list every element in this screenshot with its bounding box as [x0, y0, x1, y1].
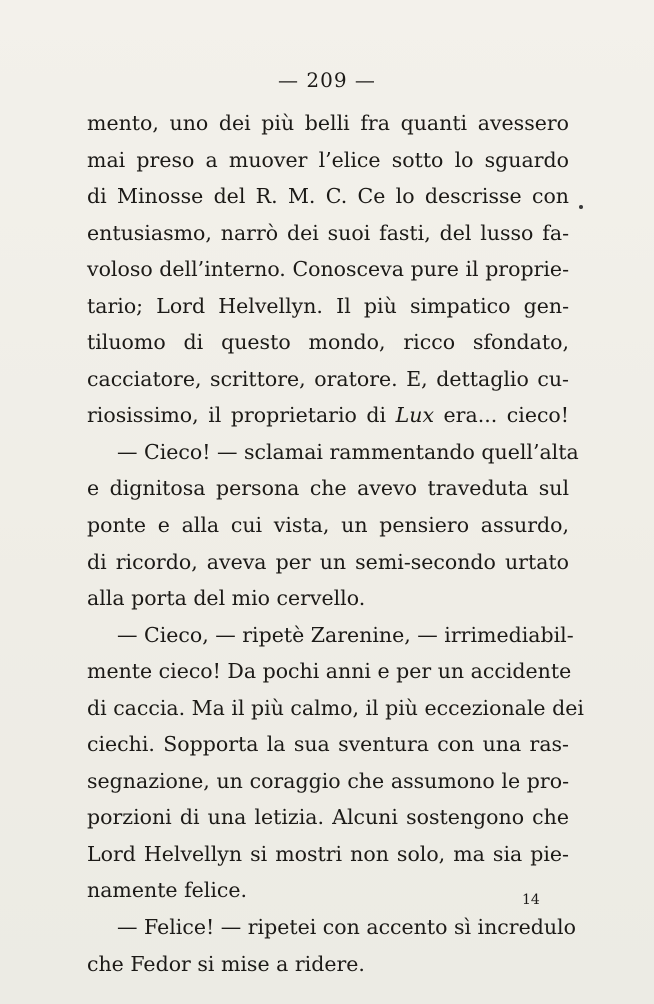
text-line: alla porta del mio cervello. — [87, 586, 366, 611]
text-line: — Cieco, — ripetè Zarenine, — irrimediabil- — [117, 622, 574, 647]
text-line: voloso dell’interno. Conosceva pure il proprie- — [87, 257, 569, 282]
text-line: e dignitosa persona che avevo traveduta sul — [87, 476, 569, 501]
text-line — [87, 397, 569, 434]
text-segment: riosissimo, il proprietario di — [87, 403, 396, 428]
text-line: segnazione, un coraggio che assumono le pro- — [87, 768, 569, 793]
text-line: che Fedor si mise a ridere. — [87, 951, 365, 976]
text-line: — Felice! — ripetei con accento sì incredulo — [117, 915, 576, 940]
text-line: Lord Helvellyn si mostri non solo, ma sia pie- — [87, 841, 569, 866]
text-line: namente felice. — [87, 878, 248, 903]
text-line: porzioni di una letizia. Alcuni sostengono che — [87, 805, 569, 830]
text-line: mento, uno dei più belli fra quanti avessero — [87, 111, 569, 135]
body-text — [87, 105, 584, 982]
italic-ship-name: Lux — [395, 403, 435, 428]
print-speck — [579, 205, 583, 209]
signature-mark: 14 — [522, 892, 540, 908]
text-line: cacciatore, scrittore, oratore. E, dettaglio cu- — [87, 366, 569, 391]
text-line: entusiasmo, narrò dei suoi fasti, del lusso fa- — [87, 220, 569, 245]
text-line: di Minosse del R. M. C. Ce lo descrisse con — [87, 184, 569, 209]
page-number-header: — 209 — — [278, 68, 376, 92]
text-line: di ricordo, aveva per un semi-secondo urtato — [87, 549, 569, 574]
text-line: di caccia. Ma il più calmo, il più eccezionale dei — [87, 695, 584, 720]
text-line: — Cieco! — sclamai rammentando quell’alta — [117, 439, 579, 464]
text-line: ciechi. Sopporta la sua sventura con una ras- — [87, 732, 569, 757]
text-line: tiluomo di questo mondo, ricco sfondato, — [87, 330, 569, 355]
text-segment: era... cieco! — [434, 403, 570, 428]
text-line: ponte e alla cui vista, un pensiero assurdo, — [87, 513, 569, 538]
text-line: mente cieco! Da pochi anni e per un accidente — [87, 659, 572, 684]
text-line: tario; Lord Helvellyn. Il più simpatico gen- — [87, 293, 569, 318]
text-line: mai preso a muover l’elice sotto lo sguardo — [87, 147, 569, 172]
